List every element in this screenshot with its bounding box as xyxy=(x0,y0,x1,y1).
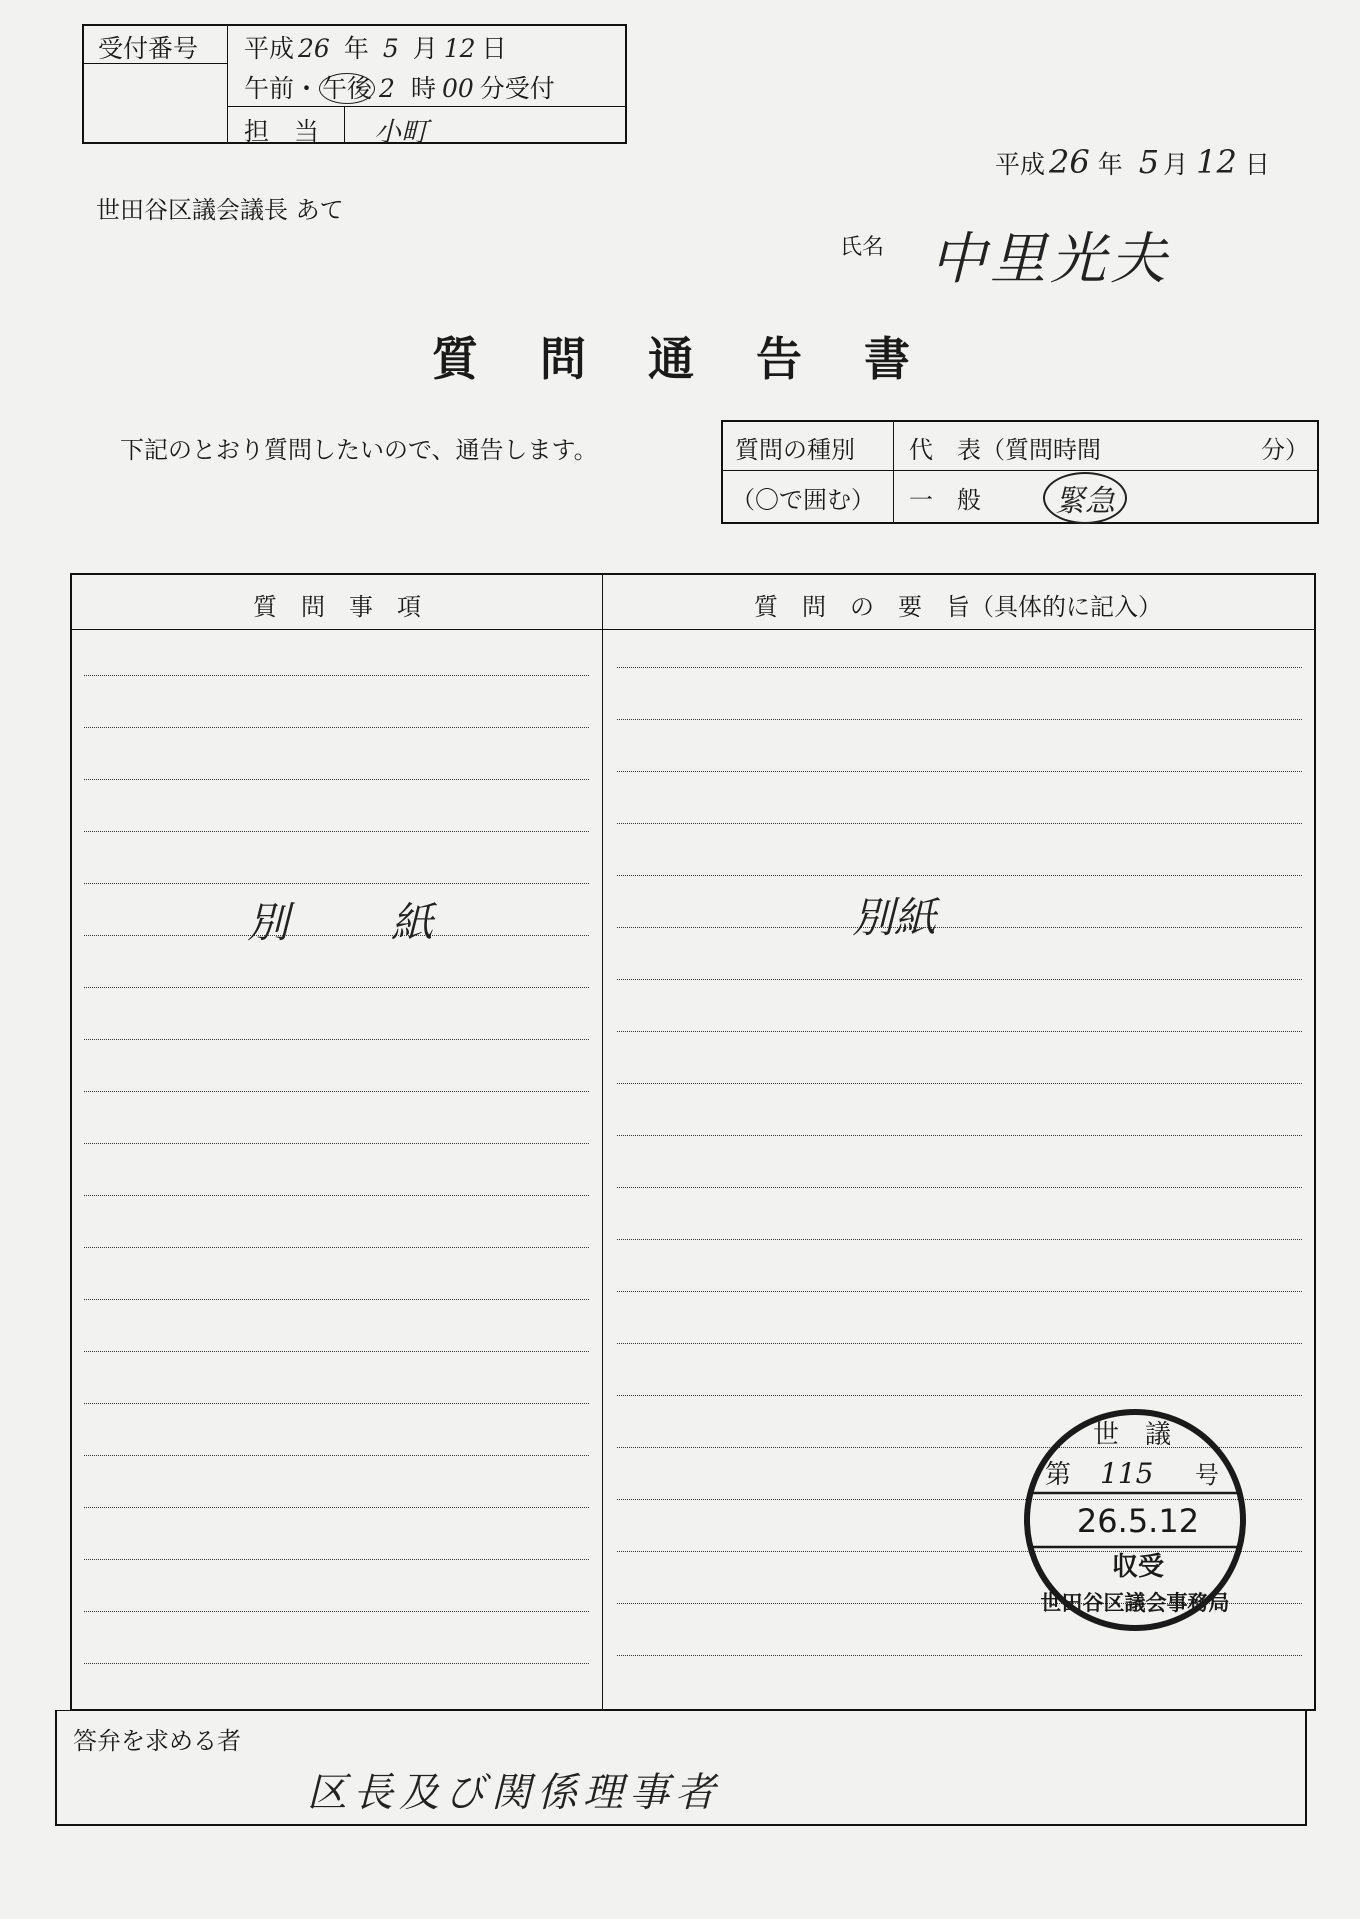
col-header-summary: 質 問 の 要 旨（具体的に記入） xyxy=(754,593,1162,621)
ruled-line xyxy=(84,883,589,884)
answer-label: 答弁を求める者 xyxy=(73,1727,241,1755)
ruled-line xyxy=(617,823,1302,824)
svg-text:第: 第 xyxy=(1045,1460,1072,1490)
page-title: 質 問 通 告 書 xyxy=(432,332,918,386)
col-items-content: 別 紙 xyxy=(247,898,464,947)
ruled-line xyxy=(84,779,589,780)
receipt-time: 午前・ 午後 2 時 00 分受付 xyxy=(244,74,555,103)
ruled-line xyxy=(84,675,589,676)
type-label-note: （〇で囲む） xyxy=(731,486,875,514)
ruled-line xyxy=(84,831,589,832)
option-general: 一 般 xyxy=(909,486,981,514)
ruled-line xyxy=(617,875,1302,876)
ruled-line xyxy=(84,1143,589,1144)
received-stamp xyxy=(1020,1405,1250,1635)
ruled-line xyxy=(84,1247,589,1248)
ruled-line xyxy=(84,1039,589,1040)
answer-box xyxy=(55,1710,1307,1826)
ruled-line xyxy=(84,1611,589,1612)
ruled-line xyxy=(617,1239,1302,1240)
ruled-line xyxy=(617,1343,1302,1344)
svg-text:収受: 収受 xyxy=(1111,1552,1165,1582)
ruled-line xyxy=(84,1195,589,1196)
receipt-box xyxy=(82,24,627,148)
ruled-line xyxy=(84,1455,589,1456)
ruled-line xyxy=(617,719,1302,720)
stamp-seal xyxy=(1020,1405,1250,1635)
receipt-label: 受付番号 xyxy=(98,34,199,63)
ruled-line xyxy=(84,987,589,988)
ruled-line xyxy=(84,1403,589,1404)
addressee: 世田谷区議会議長 あて xyxy=(96,196,344,224)
ruled-line xyxy=(617,1187,1302,1188)
svg-text:26.5.12: 26.5.12 xyxy=(1076,1502,1200,1540)
pm-circle: 午後 xyxy=(319,73,375,104)
intro-text: 下記のとおり質問したいので、通告します。 xyxy=(120,436,598,464)
receipt-date: 平成 26 年 5 月 12 日 xyxy=(244,34,507,63)
option-representative-suffix: 分） xyxy=(1261,436,1309,464)
ruled-line xyxy=(617,1395,1302,1396)
ruled-line xyxy=(84,1507,589,1508)
ruled-line xyxy=(617,1135,1302,1136)
col-header-items: 質 問 事 項 xyxy=(253,593,421,621)
ruled-line xyxy=(617,1291,1302,1292)
option-representative: 代 表（質問時間 xyxy=(909,436,1101,464)
ruled-line xyxy=(617,979,1302,980)
ruled-line xyxy=(84,1299,589,1300)
submission-date: 平成 26 年 5 月 12 日 xyxy=(995,143,1270,181)
ruled-line xyxy=(617,1083,1302,1084)
col-summary-content: 別紙 xyxy=(852,893,937,942)
svg-text:115: 115 xyxy=(1100,1457,1154,1490)
svg-text:世 議: 世 議 xyxy=(1092,1420,1172,1450)
staff-value: 小町 xyxy=(374,117,428,148)
ruled-line xyxy=(84,1091,589,1092)
question-type-box xyxy=(721,420,1319,524)
svg-text:世田谷区議会事務局: 世田谷区議会事務局 xyxy=(1040,1591,1230,1615)
ruled-line xyxy=(84,1663,589,1664)
ruled-line xyxy=(617,667,1302,668)
name-signature: 中里光夫 xyxy=(930,227,1170,292)
ruled-line xyxy=(617,1655,1302,1656)
ruled-line xyxy=(617,1031,1302,1032)
ruled-line xyxy=(617,771,1302,772)
ruled-line xyxy=(84,727,589,728)
ruled-line xyxy=(617,927,1302,928)
name-label: 氏名 xyxy=(840,235,885,260)
svg-text:号: 号 xyxy=(1195,1461,1219,1489)
staff-label: 担 当 xyxy=(244,117,320,146)
type-label: 質問の種別 xyxy=(735,436,855,464)
answer-value: 区長及び関係理事者 xyxy=(307,1770,721,1816)
option-urgent-circled: 緊急 xyxy=(1043,472,1127,524)
ruled-line xyxy=(84,1351,589,1352)
ruled-line xyxy=(84,1559,589,1560)
